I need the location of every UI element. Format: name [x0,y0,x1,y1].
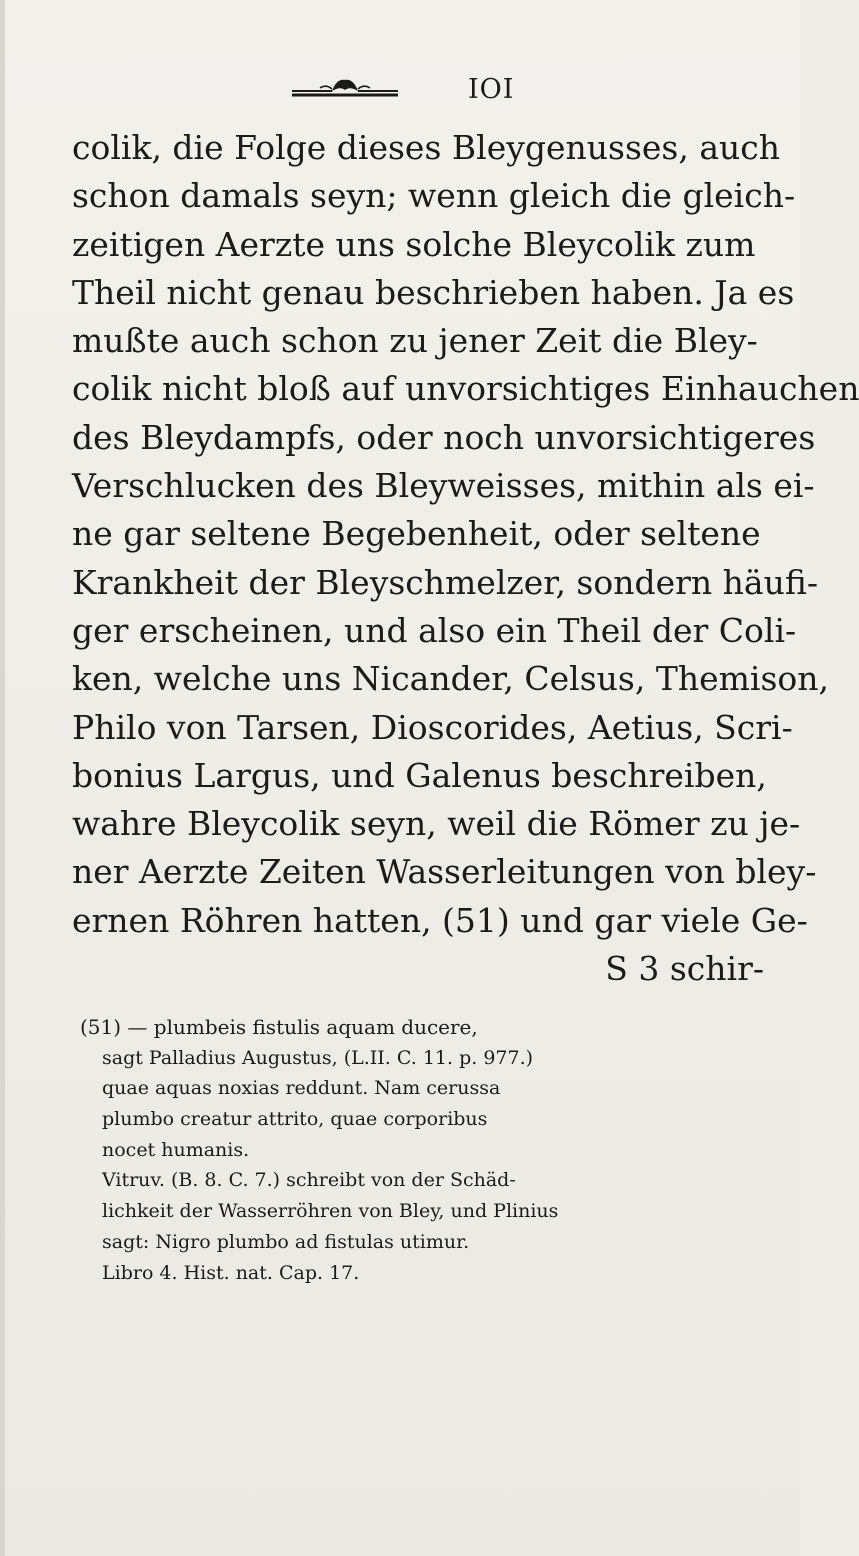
text-line: Verschlucken des Bleyweisses, mithin als ei- [72,466,815,506]
text-line: ner Aerzte Zeiten Wasserleitungen von bley- [72,852,817,892]
text-line: zeitigen Aerzte uns solche Bleycolik zum [72,224,756,264]
text-line: schon damals seyn; wenn gleich die gleich- [72,176,796,216]
footnote-line: lichkeit der Wasserröhren von Bley, und Plinius [102,1200,559,1223]
header-ornament-icon [290,74,400,104]
text-line: Philo von Tarsen, Dioscorides, Aetius, Scri- [72,707,793,747]
text-line: ne gar seltene Begebenheit, oder seltene [72,514,761,554]
footnote-line: Vitruv. (B. 8. C. 7.) schreibt von der Schäd- [102,1169,516,1192]
text-line: bonius Largus, und Galenus beschreiben, [72,755,767,795]
footnote-line: Libro 4. Hist. nat. Cap. 17. [102,1261,360,1284]
text-line: wahre Bleycolik seyn, weil die Römer zu je- [72,804,801,844]
text-line: colik nicht bloß auf unvorsichtiges Einhauchen [72,369,859,409]
signature-catchword: S 3 schir- [605,949,764,989]
main-text [72,124,859,993]
footnote-line: nocet humanis. [102,1138,250,1161]
footnote-line: plumbo creatur attrito, quae corporibus [102,1108,488,1131]
text-line: ernen Röhren hatten, (51) und gar viele Ge- [72,900,808,940]
footnote-line: (51) — plumbeis fistulis aquam ducere, [80,1015,478,1039]
footnote-line: sagt: Nigro plumbo ad fistulas utimur. [102,1230,470,1253]
text-line: mußte auch schon zu jener Zeit die Bley- [72,321,758,361]
footnote-line: sagt Palladius Augustus, (L.II. C. 11. p. 977.) [102,1046,534,1069]
text-line: ger erscheinen, und also ein Theil der Coli- [72,610,797,650]
page-number: IOI [468,74,515,105]
text-line: Krankheit der Bleyschmelzer, sondern häufi- [72,562,818,602]
text-line: ken, welche uns Nicander, Celsus, Themison, [72,659,830,699]
text-line: colik, die Folge dieses Bleygenusses, auch [72,128,781,167]
footnote-line: quae aquas noxias reddunt. Nam cerussa [102,1077,501,1100]
page-edge [0,0,5,1556]
footnote [80,1012,770,1288]
text-line: des Bleydampfs, oder noch unvorsichtigeres [72,417,816,457]
text-line: Theil nicht genau beschrieben haben. Ja es [72,272,795,312]
